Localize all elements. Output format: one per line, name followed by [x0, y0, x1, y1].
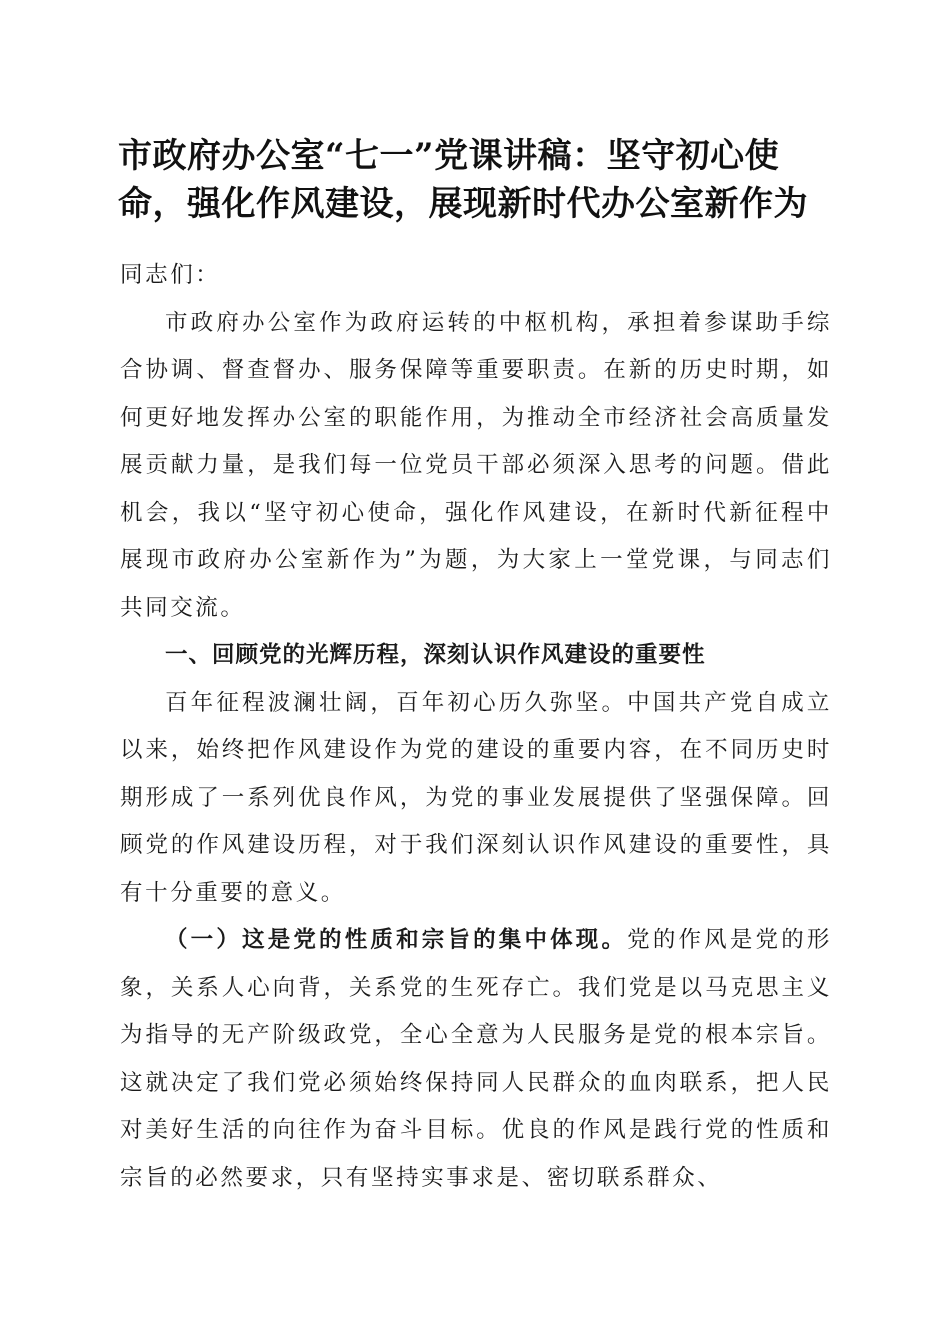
paragraph-subsection-1 — [120, 917, 832, 1202]
paragraph-intro: 市政府办公室作为政府运转的中枢机构，承担着参谋助手综合协调、督查督办、服务保障等重要职责。在新的历史时期，如何更好地发挥办公室的职能作用，为推动全市经济社会高质量发展贡献力量，是我们每一位党员干部必须深入思考的问题。借此机会，我以“坚守初心使命，强化作风建设，在新时代新征程中展现市政府办公室新作为”为题，为大家上一堂党课，与同志们共同交流。 — [120, 309, 832, 621]
document-title: 市政府办公室“七一”党课讲稿：坚守初心使命，强化作风建设，展现新时代办公室新作为 — [118, 136, 808, 224]
document-body — [120, 252, 832, 1202]
paragraph-history: 百年征程波澜壮阔，百年初心历久弥坚。中国共产党自成立以来，始终把作风建设作为党的建设的重要内容，在不同历史时期形成了一系列优良作风，为党的事业发展提供了坚强保障。回顾党的作风建设历程，对于我们深刻认识作风建设的重要性，具有十分重要的意义。 — [120, 689, 832, 906]
greeting: 同志们： — [120, 262, 221, 288]
section-heading-1: 一、回顾党的光辉历程，深刻认识作风建设的重要性 — [165, 642, 706, 668]
subsection-1-lead: （一）这是党的性质和宗旨的集中体现。 — [165, 927, 628, 953]
subsection-1-text: 党的作风是党的形象，关系人心向背，关系党的生死存亡。我们党是以马克思主义为指导的无产阶级政党，全心全意为人民服务是党的根本宗旨。这就决定了我们党必须始终保持同人民群众的血肉联系，把人民对美好生活的向往作为奋斗目标。优良的作风是践行党的性质和宗旨的必然要求，只有坚持实事求是、密切联系群众、 — [120, 927, 832, 1191]
